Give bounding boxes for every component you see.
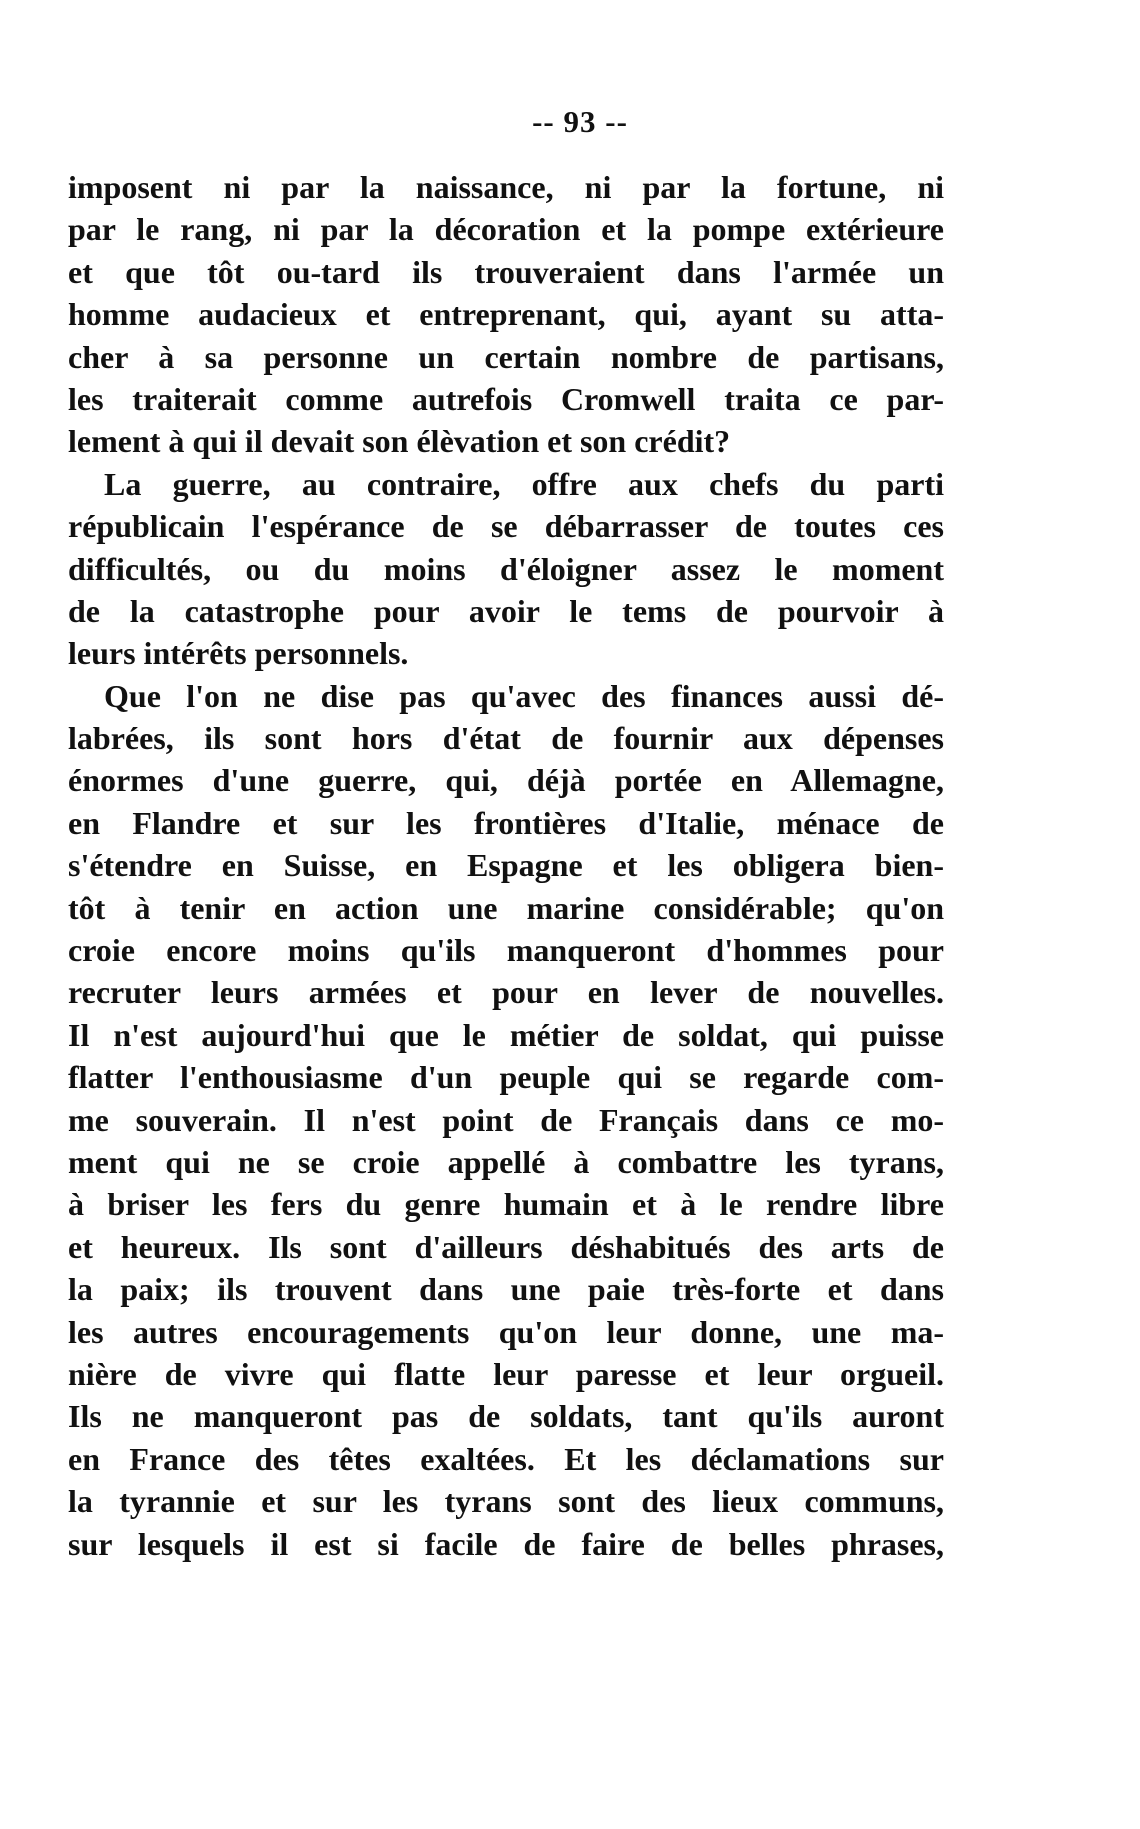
text-line: labrées, ils sont hors d'état de fournir aux dépenses: [68, 720, 944, 757]
text-line: républicain l'espérance de se débarrasser de toutes ces: [68, 508, 944, 545]
text-line: difficultés, ou du moins d'éloigner assez le moment: [68, 550, 944, 587]
text-line: lement à qui il devait son élèvation et son crédit?: [68, 423, 731, 460]
text-line: homme audacieux et entreprenant, qui, ayant su atta-: [68, 296, 944, 333]
text-line: la tyrannie et sur les tyrans sont des lieux communs,: [68, 1483, 944, 1520]
text-line: à briser les fers du genre humain et à le rendre libre: [68, 1186, 944, 1223]
text-line: les traiterait comme autrefois Cromwell traita ce par-: [68, 380, 944, 417]
text-line: et que tôt ou-tard ils trouveraient dans l'armée un: [68, 253, 944, 290]
text-line: en France des têtes exaltées. Et les déclamations sur: [68, 1440, 944, 1477]
paragraph-start-line: Que l'on ne dise pas qu'avec des finances aussi dé-: [104, 677, 944, 714]
text-line: imposent ni par la naissance, ni par la fortune, ni: [68, 169, 944, 205]
paragraph-start-line: La guerre, au contraire, offre aux chefs du parti: [104, 465, 944, 502]
text-line: en Flandre et sur les frontières d'Italie, ménace de: [68, 804, 944, 841]
text-line: croie encore moins qu'ils manqueront d'hommes pour: [68, 932, 944, 969]
text-line: flatter l'enthousiasme d'un peuple qui se regarde com-: [68, 1059, 944, 1096]
text-line: Ils ne manqueront pas de soldats, tant qu'ils auront: [68, 1398, 944, 1435]
text-line: énormes d'une guerre, qui, déjà portée en Allemagne,: [68, 762, 944, 799]
text-line: me souverain. Il n'est point de Français dans ce mo-: [68, 1101, 944, 1138]
text-line: cher à sa personne un certain nombre de partisans,: [68, 338, 944, 375]
text-line: recruter leurs armées et pour en lever de nouvelles.: [68, 974, 944, 1011]
page-number: -- 93 --: [532, 104, 628, 139]
text-line: Il n'est aujourd'hui que le métier de soldat, qui puisse: [68, 1016, 944, 1053]
text-line: tôt à tenir en action une marine considérable; qu'on: [68, 889, 944, 926]
text-line: leurs intérêts personnels.: [68, 635, 409, 672]
text-line: par le rang, ni par la décoration et la pompe extérieure: [68, 211, 944, 248]
text-line: et heureux. Ils sont d'ailleurs déshabitués des arts de: [68, 1228, 944, 1265]
text-line: les autres encouragements qu'on leur donne, une ma-: [68, 1313, 944, 1350]
text-line: ment qui ne se croie appellé à combattre les tyrans,: [68, 1143, 944, 1180]
text-line: sur lesquels il est si facile de faire de belles phrases,: [68, 1525, 944, 1562]
text-line: de la catastrophe pour avoir le tems de pourvoir à: [68, 592, 944, 629]
body-text: [68, 166, 944, 1565]
text-line: la paix; ils trouvent dans une paie très-forte et dans: [68, 1271, 944, 1308]
text-line: nière de vivre qui flatte leur paresse et leur orgueil.: [68, 1355, 944, 1392]
text-line: s'étendre en Suisse, en Espagne et les obligera bien-: [68, 847, 944, 884]
